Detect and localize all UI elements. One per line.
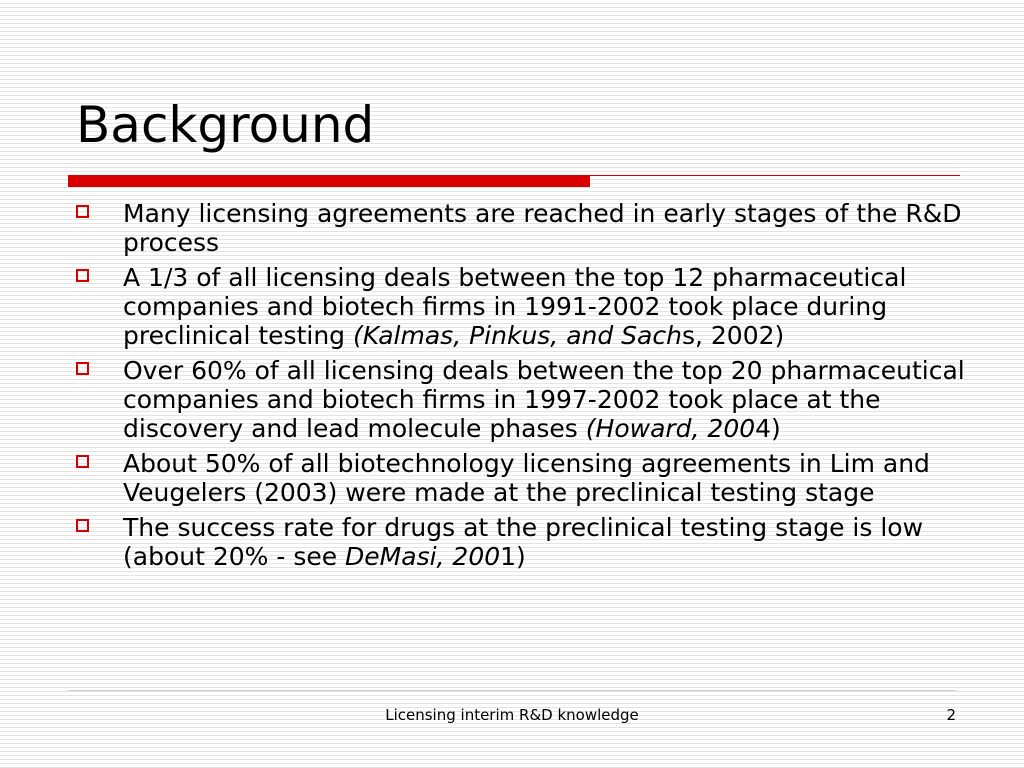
slide-title: Background bbox=[76, 96, 375, 154]
bullet-text bbox=[123, 449, 1004, 507]
title-underline-thin bbox=[590, 175, 960, 176]
hollow-square-bullet-icon bbox=[76, 455, 89, 468]
bullet-item bbox=[74, 356, 1004, 443]
bullet-text-run: Many licensing agreements are reached in early stages of the R&D process bbox=[123, 199, 962, 257]
bullet-text-run: s, 2002) bbox=[681, 321, 785, 350]
bullet-text-run: About 50% of all biotechnology licensing agreements in Lim and Veugelers (2003) were made at the preclinical testing stage bbox=[123, 449, 930, 507]
hollow-square-bullet-icon bbox=[76, 205, 89, 218]
hollow-square-bullet-icon bbox=[76, 519, 89, 532]
bullet-text bbox=[123, 356, 1004, 443]
page-number: 2 bbox=[946, 706, 956, 724]
bullet-item bbox=[74, 263, 1004, 350]
bullet-text-run: Over 60% of all licensing deals between the top 20 pharmaceutical companies and biotech firms in 1997-2002 took place at the discovery and lead molecule phases bbox=[123, 356, 965, 443]
footer-text: Licensing interim R&D knowledge bbox=[385, 706, 639, 724]
bullet-text-run: The success rate for drugs at the preclinical testing stage is low (about 20% - see bbox=[123, 513, 924, 571]
bullet-item bbox=[74, 199, 1004, 257]
hollow-square-bullet-icon bbox=[76, 269, 89, 282]
hollow-square-bullet-icon bbox=[76, 362, 89, 375]
bullet-text-run: 4) bbox=[755, 414, 781, 443]
bullet-text bbox=[123, 263, 1004, 350]
bullet-text bbox=[123, 513, 1004, 571]
bullet-text bbox=[123, 199, 1004, 257]
citation-text: (Howard, 200 bbox=[585, 414, 756, 443]
bullet-item bbox=[74, 449, 1004, 507]
bullet-text-run: 1) bbox=[500, 542, 526, 571]
footer-divider bbox=[68, 690, 956, 691]
bullet-text-run: A 1/3 of all licensing deals between the top 12 pharmaceutical companies and biotech firms in 1991-2002 took place during preclinical testing bbox=[123, 263, 907, 350]
citation-text: (Kalmas, Pinkus, and Sach bbox=[352, 321, 682, 350]
citation-text: DeMasi, 200 bbox=[345, 542, 501, 571]
bullet-item bbox=[74, 513, 1004, 571]
bullet-list bbox=[74, 199, 1004, 577]
title-underline-thick bbox=[68, 175, 590, 187]
